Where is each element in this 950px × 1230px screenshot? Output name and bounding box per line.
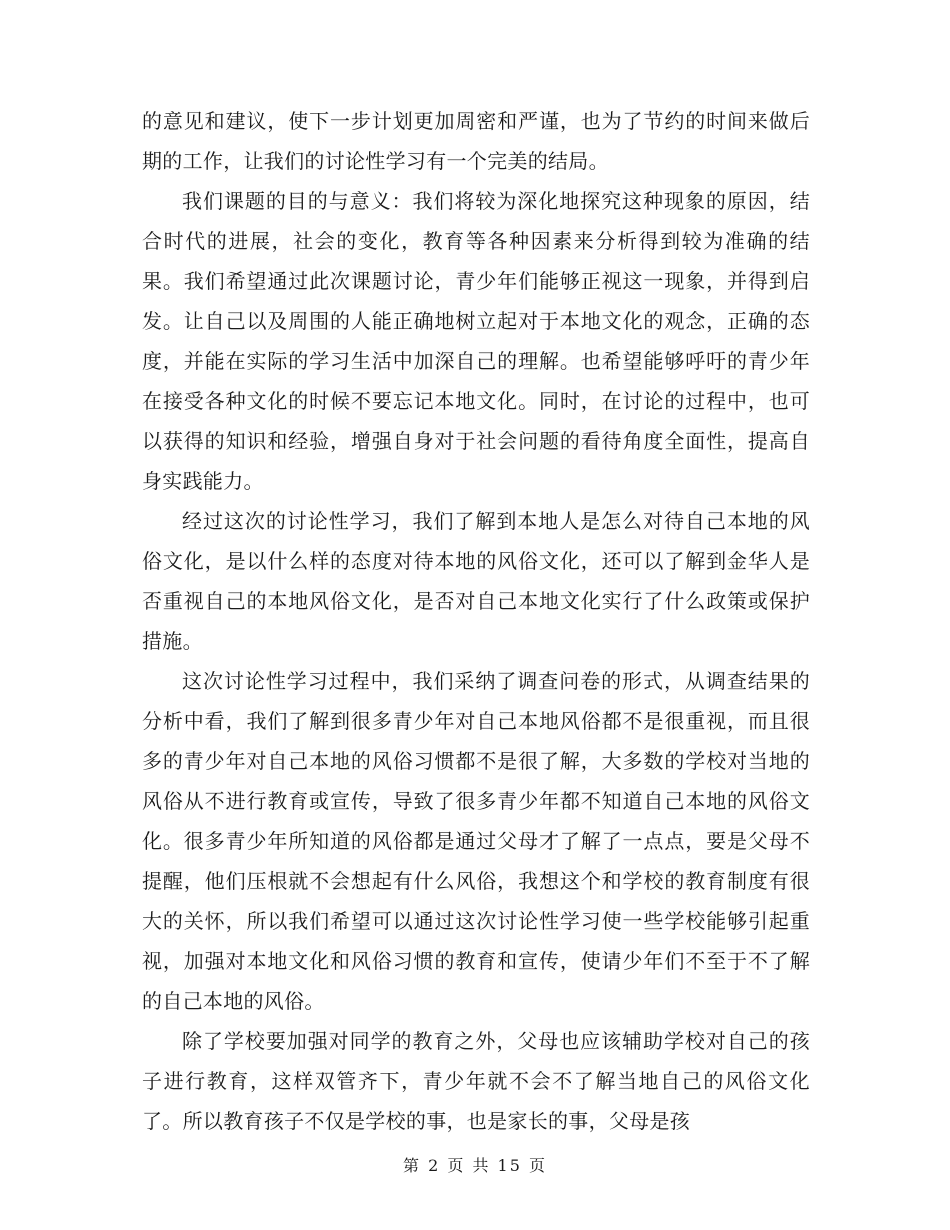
paragraph-5: 除了学校要加强对同学的教育之外，父母也应该辅助学校对自己的孩子进行教育，这样双管齐下，青少年就不会不了解当地自己的风俗文化了。所以教育孩子不仅是学校的事，也是家长的事，父母是孩 [142, 1029, 810, 1133]
paragraph-2: 我们课题的目的与意义：我们将较为深化地探究这种现象的原因，结合时代的进展，社会的变化，教育等各种因素来分析得到较为准确的结果。我们希望通过此次课题讨论，青少年们能够正视这一现象，并得到启发。让自己以及周围的人能正确地树立起对于本地文化的观念，正确的态度，并能在实际的学习生活中加深自己的理解。也希望能够呼吁的青少年在接受各种文化的时候不要忘记本地文化。同时，在讨论的过程中，也可以获得的知识和经验，增强自身对于社会问题的看待角度全面性，提高自身实践能力。 [142, 189, 810, 493]
page-number-footer: 第 2 页 共 15 页 [403, 1156, 547, 1175]
paragraph-1: 的意见和建议，使下一步计划更加周密和严谨，也为了节约的时间来做后期的工作，让我们的讨论性学习有一个完美的结局。 [142, 109, 810, 173]
document-body [142, 101, 810, 1141]
paragraph-3: 经过这次的讨论性学习，我们了解到本地人是怎么对待自己本地的风俗文化，是以什么样的态度对待本地的风俗文化，还可以了解到金华人是否重视自己的本地风俗文化，是否对自己本地文化实行了什么政策或保护措施。 [142, 509, 810, 653]
paragraph-4: 这次讨论性学习过程中，我们采纳了调查问卷的形式，从调查结果的分析中看，我们了解到很多青少年对自己本地风俗都不是很重视，而且很多的青少年对自己本地的风俗习惯都不是很了解，大多数的学校对当地的风俗从不进行教育或宣传，导致了很多青少年都不知道自己本地的风俗文化。很多青少年所知道的风俗都是通过父母才了解了一点点，要是父母不提醒，他们压根就不会想起有什么风俗，我想这个和学校的教育制度有很大的关怀，所以我们希望可以通过这次讨论性学习使一些学校能够引起重视，加强对本地文化和风俗习惯的教育和宣传，使请少年们不至于不了解的自己本地的风俗。 [142, 669, 810, 1013]
